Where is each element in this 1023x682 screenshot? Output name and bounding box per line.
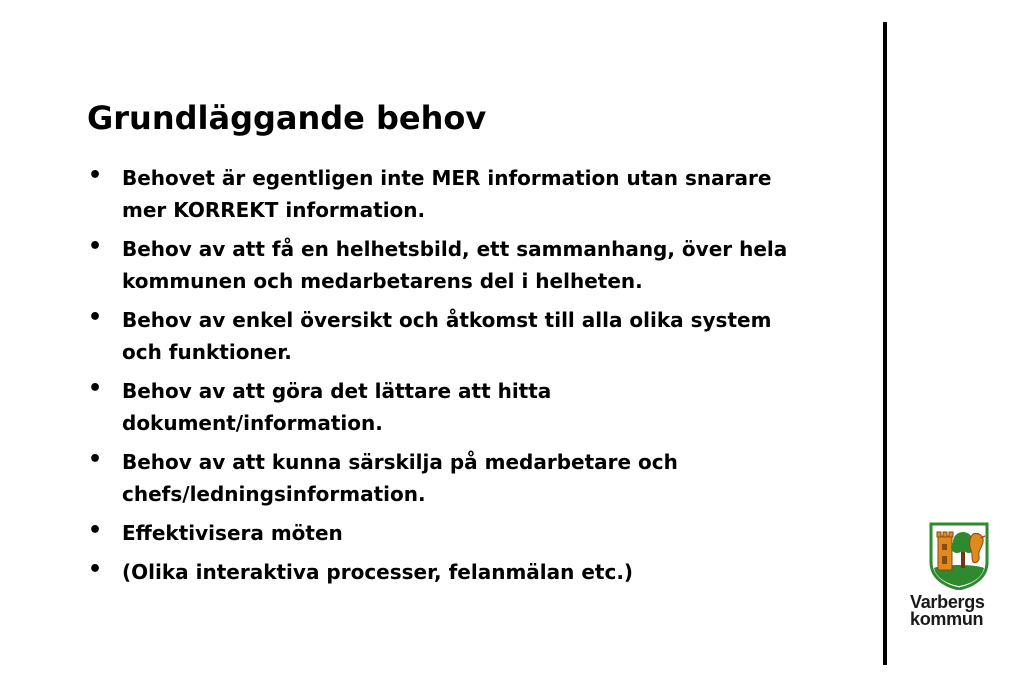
- bullet-text: Behov av att få en helhetsbild, ett sammanhang, över hela kommunen och medarbetarens del i helheten.: [122, 237, 788, 293]
- bullet-icon: •: [88, 234, 103, 259]
- bullet-icon: •: [88, 518, 103, 543]
- bullet-icon: •: [88, 163, 103, 188]
- logo-line-varbergs: Varbergs: [910, 592, 985, 612]
- bullet-item-4: [88, 375, 818, 439]
- bullet-item-6: [88, 517, 818, 549]
- bullet-text: Behov av att kunna särskilja på medarbetare och chefs/ledningsinformation.: [122, 450, 678, 506]
- bullet-icon: •: [88, 557, 103, 582]
- bullet-item-7: [88, 556, 818, 588]
- bullet-item-2: [88, 233, 818, 297]
- bullet-text: (Olika interaktiva processer, felanmälan etc.): [122, 560, 634, 584]
- logo-line-kommun: kommun: [910, 609, 984, 629]
- varbergs-kommun-logo: [910, 522, 1010, 632]
- bullet-text: Behov av att göra det lättare att hitta dokument/information.: [122, 379, 552, 435]
- logo-wordmark: [910, 594, 1010, 628]
- bullet-item-1: [88, 162, 818, 226]
- bullet-item-5: [88, 446, 818, 510]
- coat-of-arms-icon: [929, 522, 989, 590]
- bullet-icon: •: [88, 447, 103, 472]
- vertical-divider: [883, 22, 887, 665]
- bullet-icon: •: [88, 305, 103, 330]
- bullet-text: Effektivisera möten: [122, 521, 343, 545]
- slide-title: Grundläggande behov: [87, 99, 487, 137]
- bullet-icon: •: [88, 376, 103, 401]
- bullet-item-3: [88, 304, 818, 368]
- bullet-list: [88, 162, 818, 595]
- bullet-text: Behovet är egentligen inte MER information utan snarare mer KORREKT information.: [122, 166, 772, 222]
- bullet-text: Behov av enkel översikt och åtkomst till alla olika system och funktioner.: [122, 308, 772, 364]
